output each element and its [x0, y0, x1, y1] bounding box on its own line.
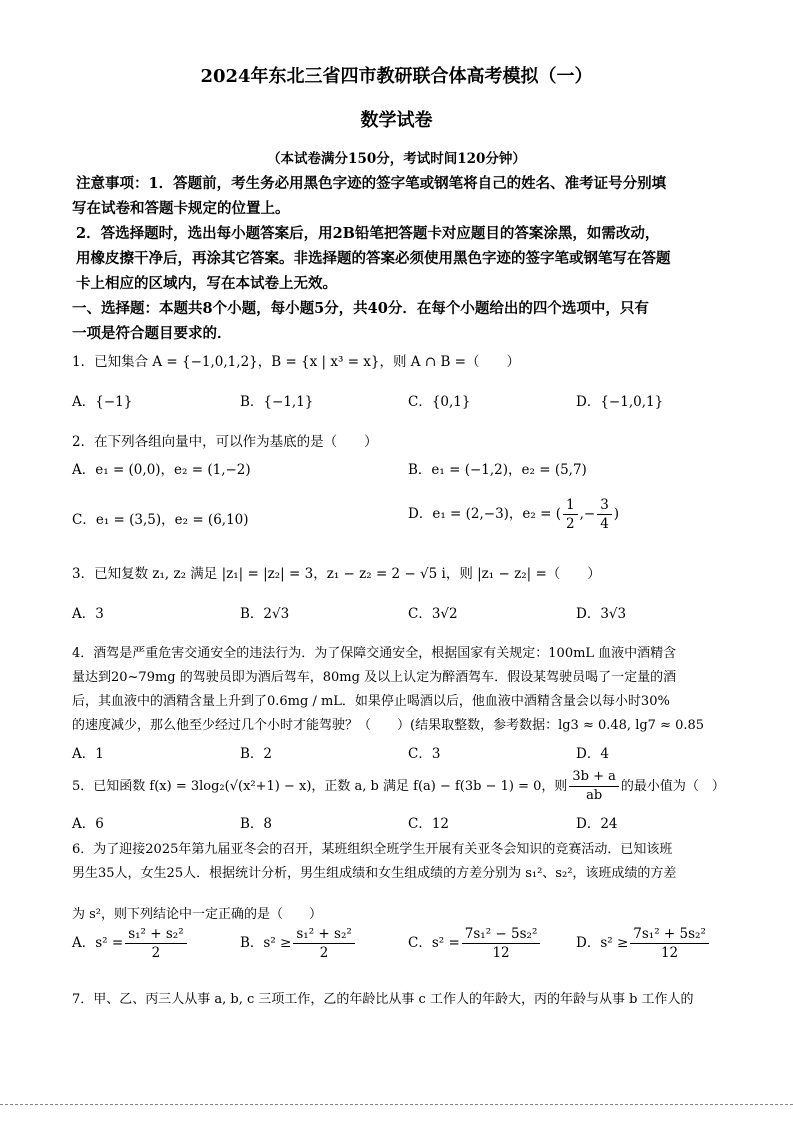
q4-option-d: D．4 — [576, 746, 609, 762]
notes-line-4: 用橡皮擦干净后，再涂其它答案。非选择题的答案必须使用黑色字迹的签字笔或钢笔写在答题 — [76, 250, 671, 267]
q1-option-c: C．{0,1} — [408, 394, 471, 410]
q6-a-fraction — [125, 925, 186, 962]
q2-d-frac2-num: 3 — [597, 496, 612, 515]
q6-b-num: s₁² + s₂² — [293, 925, 354, 944]
q6-c-den: 12 — [492, 945, 510, 961]
q1-option-d: D．{−1,0,1} — [576, 394, 664, 410]
q3-option-a: A．3 — [72, 606, 104, 622]
q3-option-b: B．2√3 — [240, 606, 290, 622]
notes-line-3: 2．答选择题时，选出每小题答案后，用2B铅笔把答题卡对应题目的答案涂黑，如需改动， — [76, 225, 660, 242]
q2-d-frac1-den: 2 — [566, 516, 575, 532]
q5-stem — [72, 768, 725, 805]
q4-option-a: A．1 — [72, 746, 104, 762]
exam-title: 2024年东北三省四市教研联合体高考模拟（一） — [200, 66, 593, 87]
q1-stem: 1．已知集合 A = {−1,0,1,2}，B = {x | x³ = x}，则 A ∩ B =（ ） — [72, 354, 520, 370]
q5-stem-post: 的最小值为（ ） — [620, 779, 725, 794]
q3-stem: 3．已知复数 z₁, z₂ 满足 |z₁| = |z₂| = 3，z₁ − z₂ = 2 − √5 i，则 |z₁ − z₂| =（ ） — [72, 566, 601, 582]
q2-option-d-frac-1 — [563, 496, 578, 533]
q2-option-d-frac-2 — [597, 496, 612, 533]
notes-line-1: 注意事项：1．答题前，考生务必用黑色字迹的签字笔或钢笔将自己的姓名、准考证号分别填 — [76, 175, 667, 192]
q6-c-num: 7s₁² − 5s₂² — [462, 925, 541, 944]
q4-option-c: C．3 — [408, 746, 441, 762]
q6-line-3: 为 s²，则下列结论中一定正确的是（ ） — [72, 907, 323, 922]
q6-a-den: 2 — [151, 945, 161, 961]
q5-option-d: D．24 — [576, 816, 618, 832]
q5-fraction — [569, 768, 619, 805]
q5-frac-den: ab — [586, 788, 603, 803]
q2-option-c: C．e₁ = (3,5)，e₂ = (6,10) — [72, 512, 249, 528]
q3-option-d: D．3√3 — [576, 606, 627, 622]
exam-subject: 数学试卷 — [360, 110, 433, 131]
q4-line-3: 后，其血液中的酒精含量上升到了0.6mg / mL．如果停止喝酒以后，他血液中酒精含量会以每小时30% — [72, 694, 670, 709]
q2-option-b: B．e₁ = (−1,2)，e₂ = (5,7) — [408, 462, 587, 478]
q4-line-4: 的速度减少，那么他至少经过几个小时才能驾驶？（ ）(结果取整数，参考数据：lg3 ≈ 0.48, lg7 ≈ 0.85 — [72, 718, 705, 733]
q7-line-1: 7．甲、乙、丙三人从事 a, b, c 三项工作，乙的年龄比从事 c 工作人的年龄大，丙的年龄与从事 b 工作人的 — [72, 992, 694, 1007]
q6-d-den: 12 — [660, 945, 679, 961]
page-footer-divider — [0, 1104, 793, 1105]
exam-meta: （本试卷满分150分，考试时间120分钟） — [267, 151, 526, 167]
q6-a-num: s₁² + s₂² — [125, 925, 186, 944]
q6-c-fraction — [462, 925, 541, 962]
q6-b-den: 2 — [319, 945, 329, 961]
q6-b-fraction — [293, 925, 354, 962]
q6-b-prefix: B．s² ≥ — [240, 935, 292, 951]
q4-line-1: 4．酒驾是严重危害交通安全的违法行为．为了保障交通安全，根据国家有关规定：100mL 血液中酒精含 — [72, 646, 677, 661]
q5-option-c: C．12 — [408, 816, 450, 832]
q2-stem: 2．在下列各组向量中，可以作为基底的是（ ） — [72, 434, 378, 450]
q5-option-b: B．8 — [240, 816, 273, 832]
q4-option-b: B．2 — [240, 746, 273, 762]
q1-option-a: A．{−1} — [72, 394, 133, 410]
q2-d-frac2-den: 4 — [600, 516, 609, 532]
section-heading-2: 一项是符合题目要求的． — [72, 325, 232, 342]
q5-option-a: A．6 — [72, 816, 104, 832]
q3-option-c: C．3√2 — [408, 606, 458, 622]
q2-option-d-sep: ,− — [579, 506, 596, 522]
q2-d-frac1-num: 1 — [563, 496, 578, 515]
q2-option-d-prefix: D．e₁ = (2,−3)，e₂ = ( — [408, 506, 561, 522]
q6-line-1: 6．为了迎接2025年第九届亚冬会的召开，某班组织全班学生开展有关亚冬会知识的竞赛活动．已知该班 — [72, 842, 673, 857]
q6-a-prefix: A．s² = — [72, 935, 124, 951]
q6-option-d — [576, 925, 711, 962]
q5-frac-num: 3b + a — [569, 768, 619, 787]
q6-option-c — [408, 925, 542, 962]
notes-line-5: 卡上相应的区域内，写在本试卷上无效。 — [76, 275, 337, 292]
q2-option-d-close: ) — [613, 506, 620, 522]
q6-c-prefix: C．s² = — [408, 935, 460, 951]
q6-option-b — [240, 925, 357, 962]
q5-stem-pre: 5．已知函数 f(x) = 3log₂(√(x²+1) − x)，正数 a, b 满足 f(a) − f(3b − 1) = 0，则 — [72, 779, 568, 794]
q6-d-fraction — [630, 925, 709, 962]
q4-line-2: 量达到20~79mg 的驾驶员即为酒后驾车，80mg 及以上认定为醉酒驾车．假设某驾驶员喝了一定量的酒 — [72, 670, 677, 685]
q2-option-a: A．e₁ = (0,0)，e₂ = (1,−2) — [72, 462, 251, 478]
q6-d-prefix: D．s² ≥ — [576, 935, 629, 951]
q1-option-b: B．{−1,1} — [240, 394, 314, 410]
q6-line-2: 男生35人，女生25人．根据统计分析，男生组成绩和女生组成绩的方差分别为 s₁²、s₂²，该班成绩的方差 — [72, 866, 677, 881]
section-heading-1: 一、选择题：本题共8个小题，每小题5分，共40分．在每个小题给出的四个选项中，只有 — [72, 300, 649, 317]
q6-d-num: 7s₁² + 5s₂² — [630, 925, 709, 944]
q6-option-a — [72, 925, 189, 962]
notes-line-2: 写在试卷和答题卡规定的位置上。 — [72, 200, 290, 217]
q2-option-d — [408, 496, 619, 533]
